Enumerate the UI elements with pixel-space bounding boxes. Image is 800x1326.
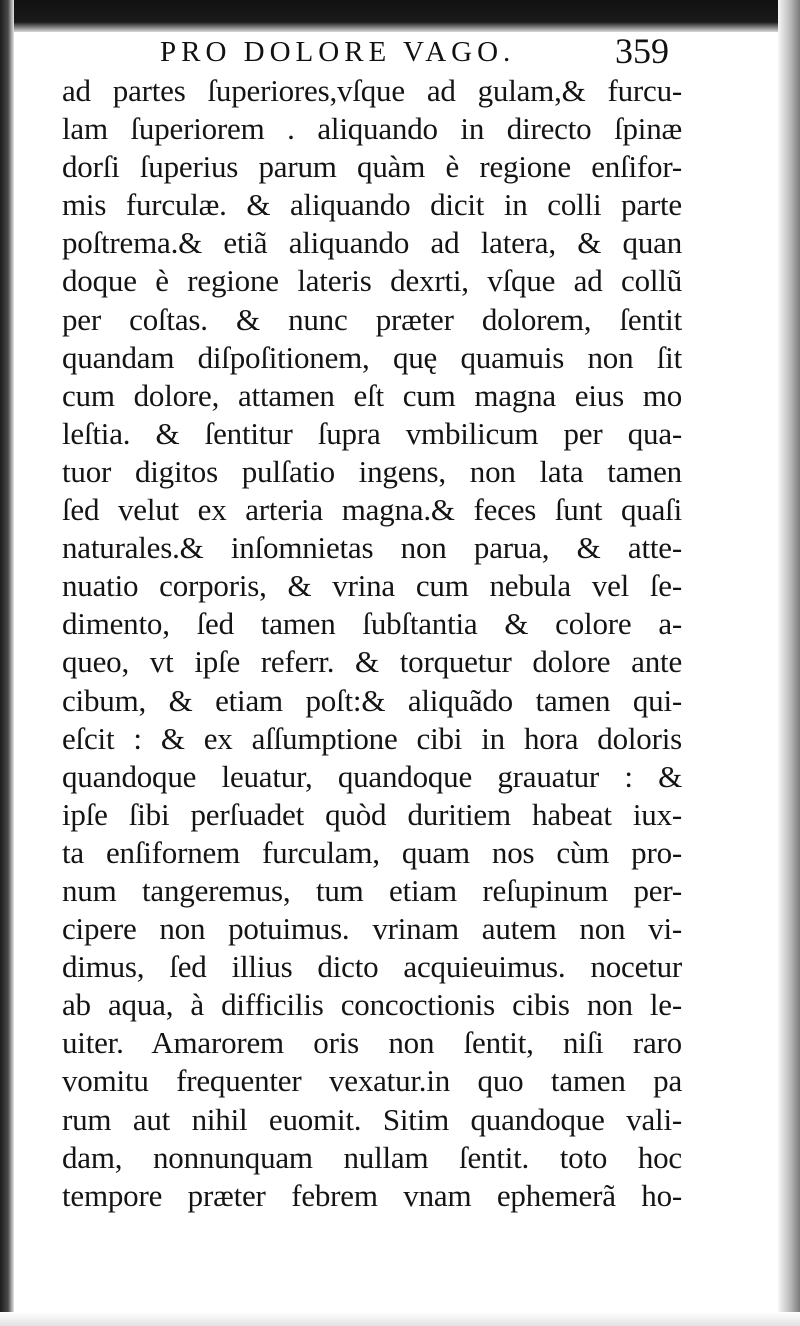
text-line-3: dorſi ſuperius parum quàm è regione enſifor- xyxy=(62,149,682,185)
text-line-6: doque è regione lateris dexrti, vſque ad collũ xyxy=(62,263,682,299)
text-line-16: queo, vt ipſe referr. & torquetur dolore ante xyxy=(62,644,682,680)
text-line-2: lam ſuperiorem . aliquando in directo ſpinæ xyxy=(62,111,682,147)
text-line-21: ta enſifornem furculam, quam nos cùm pro- xyxy=(62,834,682,870)
page-number: 359 xyxy=(615,31,669,71)
text-line-4: mis furculæ. & aliquando dicit in colli parte xyxy=(62,187,682,223)
text-line-10: leſtia. & ſentitur ſupra vmbilicum per qua- xyxy=(62,415,682,451)
text-line-27: vomitu frequenter vexatur.in quo tamen pa xyxy=(62,1063,682,1099)
text-line-1: ad partes ſuperiores,vſque ad gulam,& furcu- xyxy=(62,73,682,108)
text-line-24: dimus, ſed illius dicto acquieuimus. nocetur xyxy=(62,949,682,985)
text-line-22: num tangeremus, tum etiam reſupinum per- xyxy=(62,872,682,908)
body-text xyxy=(62,72,682,1215)
text-line-13: naturales.& inſomnietas non parua, & atte- xyxy=(62,530,682,566)
text-line-8: quandam diſpoſitionem, quę quamuis non ſit xyxy=(62,339,682,375)
text-line-17: cibum, & etiam poſt:& aliquãdo tamen qui- xyxy=(62,682,682,718)
text-line-5: poſtrema.& etiã aliquando ad latera, & quan xyxy=(62,225,682,261)
text-line-26: uiter. Amarorem oris non ſentit, niſi raro xyxy=(62,1025,682,1061)
text-line-14: nuatio corporis, & vrina cum nebula vel ſe- xyxy=(62,568,682,604)
text-line-25: ab aqua, à difficilis concoctionis cibis non le- xyxy=(62,987,682,1023)
text-line-20: ipſe ſibi perſuadet quòd duritiem habeat iux- xyxy=(62,796,682,832)
text-line-30: tempore præter febrem vnam ephemerã ho- xyxy=(62,1177,682,1213)
text-line-29: dam, nonnunquam nullam ſentit. toto hoc xyxy=(62,1139,682,1175)
text-line-15: dimento, ſed tamen ſubſtantia & colore a- xyxy=(62,606,682,642)
text-line-19: quandoque leuatur, quandoque grauatur : & xyxy=(62,758,682,794)
text-line-23: cipere non potuimus. vrinam autem non vi- xyxy=(62,911,682,947)
text-line-11: tuor digitos pulſatio ingens, non lata tamen xyxy=(62,453,682,489)
text-line-28: rum aut nihil euomit. Sitim quandoque vali- xyxy=(62,1101,682,1137)
text-line-7: per coſtas. & nunc præter dolorem, ſentit xyxy=(62,301,682,337)
running-head: PRO DOLORE VAGO. xyxy=(160,36,516,68)
text-line-12: ſed velut ex arteria magna.& feces ſunt quaſi xyxy=(62,492,682,528)
text-line-18: eſcit : & ex aſſumptione cibi in hora doloris xyxy=(62,720,682,756)
text-line-9: cum dolore, attamen eſt cum magna eius mo xyxy=(62,377,682,413)
